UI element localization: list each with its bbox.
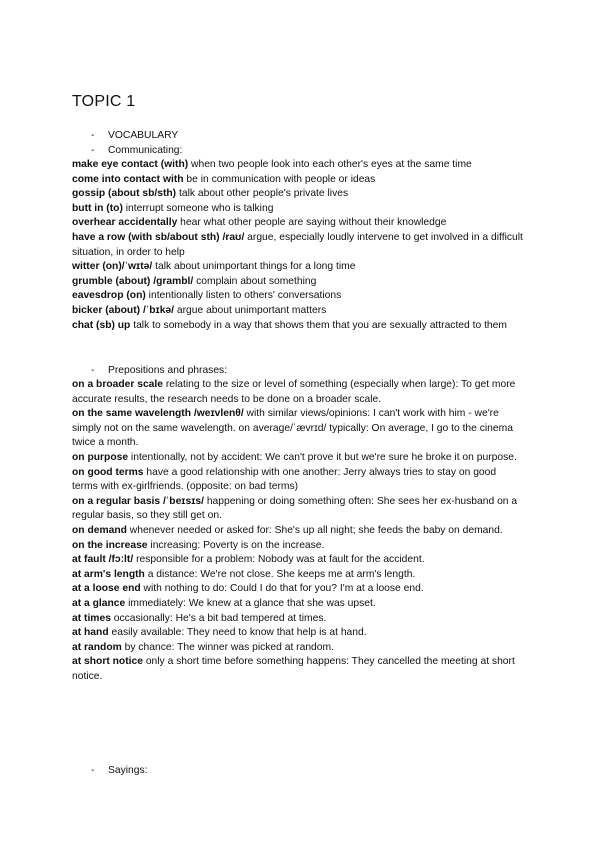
vocab-term: come into contact with — [72, 173, 184, 185]
phrase-entry — [72, 655, 524, 684]
phrase-term: on demand — [72, 524, 127, 536]
vocab-term: overhear accidentally — [72, 217, 178, 229]
phrase-entry — [72, 539, 524, 554]
vocab-term: gossip (about sb/sth) — [72, 188, 177, 200]
phrase-definition: only a short time before something happens: They cancelled the meeting at short notice. — [72, 656, 515, 682]
phrase-term: on good terms — [72, 466, 144, 478]
phrase-term: on the same wavelength /weɪvlenθ/ — [72, 408, 244, 420]
phrase-definition: whenever needed or asked for: She's up all night; she feeds the baby on demand. — [126, 524, 503, 536]
vocab-definition: be in communication with people or ideas — [183, 173, 376, 185]
vocab-definition: talk about unimportant things for a long time — [152, 261, 356, 273]
vocab-term: chat (sb) up — [72, 319, 131, 331]
phrase-definition: a distance: We're not close. She keeps me at arm's length. — [144, 568, 416, 580]
phrase-entry — [72, 626, 524, 641]
bullet-label: Communicating: — [108, 145, 183, 156]
vocab-entry — [72, 216, 524, 231]
vocab-entry — [72, 319, 524, 334]
phrase-entry — [72, 524, 524, 539]
vocab-term: have a row (with sb/about sth) /raʊ/ — [72, 231, 245, 243]
phrase-entry — [72, 568, 524, 583]
bullet-label: Sayings: — [108, 765, 148, 776]
phrase-entry — [72, 407, 524, 451]
vocab-entry — [72, 202, 524, 217]
vocab-definition: when two people look into each other's eyes at the same time — [188, 159, 472, 170]
vocab-term: make eye contact (with) — [72, 159, 189, 170]
phrase-entry — [72, 597, 524, 612]
phrase-definition: immediately: We knew at a glance that she was upset. — [125, 597, 376, 609]
phrase-definition: happening or doing something often: She sees her ex-husband on a regular basis, so they still get on. — [72, 495, 518, 522]
phrase-definition: intentionally, not by accident: We can't prove it but we're sure he broke it on purpose. — [128, 451, 517, 463]
vocab-entry — [72, 187, 524, 202]
phrase-entry — [72, 553, 524, 568]
vocab-term: witter (on)/ˈwɪtə/ — [72, 261, 153, 273]
vocab-entry — [72, 173, 524, 188]
vocab-term: eavesdrop (on) — [72, 290, 146, 302]
phrase-term: on a regular basis /ˈbeɪsɪs/ — [72, 495, 204, 507]
phrase-entry — [72, 378, 524, 407]
phrase-term: at times — [72, 612, 111, 624]
vocab-definition: argue about unimportant matters — [174, 304, 327, 316]
phrase-definition: with nothing to do: Could I do that for you? I'm at a loose end. — [140, 583, 424, 595]
phrase-definition: responsible for a problem: Nobody was at fault for the accident. — [133, 554, 425, 566]
page-title: TOPIC 1 — [72, 93, 136, 110]
phrase-definition: increasing: Poverty is on the increase. — [147, 539, 325, 551]
phrase-definition: have a good relationship with one another: Jerry always tries to stay on good terms with ex-girlfriends. (opposite: on bad terms) — [72, 466, 497, 493]
vocab-definition: talk about other people's private lives — [176, 188, 349, 200]
phrase-term: on a broader scale — [72, 379, 163, 390]
vocab-definition: argue, especially loudly intervene to get involved in a difficult situation, in order to help — [72, 231, 523, 258]
phrase-term: on purpose — [72, 451, 129, 463]
phrase-entry — [72, 612, 524, 627]
phrases-list — [72, 378, 524, 684]
phrase-term: at a loose end — [72, 583, 141, 595]
vocab-term: bicker (about) /ˈbɪkə/ — [72, 304, 175, 316]
communicating-list — [72, 158, 524, 333]
phrase-term: at fault /fɔːlt/ — [72, 554, 134, 566]
vocab-definition: interrupt someone who is talking — [122, 202, 274, 214]
vocab-entry — [72, 260, 524, 275]
vocab-definition: intentionally listen to others' conversations — [145, 290, 342, 302]
vocab-entry — [72, 275, 524, 290]
phrase-definition: easily available: They need to know that help is at hand. — [108, 627, 367, 639]
vocab-term: grumble (about) /grambl/ — [72, 275, 194, 287]
vocab-term: butt in (to) — [72, 202, 123, 214]
vocab-entry — [72, 289, 524, 304]
phrase-term: at hand — [72, 627, 109, 639]
bullet-label: VOCABULARY — [108, 130, 179, 141]
phrase-term: at short notice — [72, 656, 143, 668]
phrase-definition: by chance: The winner was picked at random. — [121, 641, 334, 653]
phrase-definition: with similar views/opinions: I can't work with him - we're simply not on the same wavelength. on average/ˈævrɪd/ typically: On average, I go to the cinema twice a month. — [72, 408, 513, 449]
vocab-entry — [72, 231, 524, 260]
phrase-definition: relating to the size or level of something (especially when large): To get more accurate results, the research needs to be done on a broader scale. — [72, 379, 516, 405]
phrase-definition: occasionally: He's a bit bad tempered at times. — [110, 612, 327, 624]
phrase-entry — [72, 582, 524, 597]
phrase-entry — [72, 495, 524, 524]
phrase-term: at arm's length — [72, 568, 145, 580]
vocab-entry — [72, 304, 524, 319]
bullet-dash: - — [91, 365, 95, 376]
vocab-definition: complain about something — [193, 275, 317, 287]
phrase-entry — [72, 451, 524, 466]
bullet-dash: - — [91, 130, 95, 141]
bullet-dash: - — [91, 765, 95, 776]
vocab-definition: hear what other people are saying without their knowledge — [177, 217, 447, 229]
vocab-entry — [72, 158, 524, 173]
bullet-label: Prepositions and phrases: — [108, 365, 228, 376]
phrase-term: at random — [72, 641, 122, 653]
phrase-term: on the increase — [72, 539, 148, 551]
vocab-definition: talk to somebody in a way that shows them that you are sexually attracted to them — [130, 319, 507, 331]
phrase-term: at a glance — [72, 597, 126, 609]
bullet-dash: - — [91, 145, 95, 156]
phrase-entry — [72, 641, 524, 656]
phrase-entry — [72, 466, 524, 495]
